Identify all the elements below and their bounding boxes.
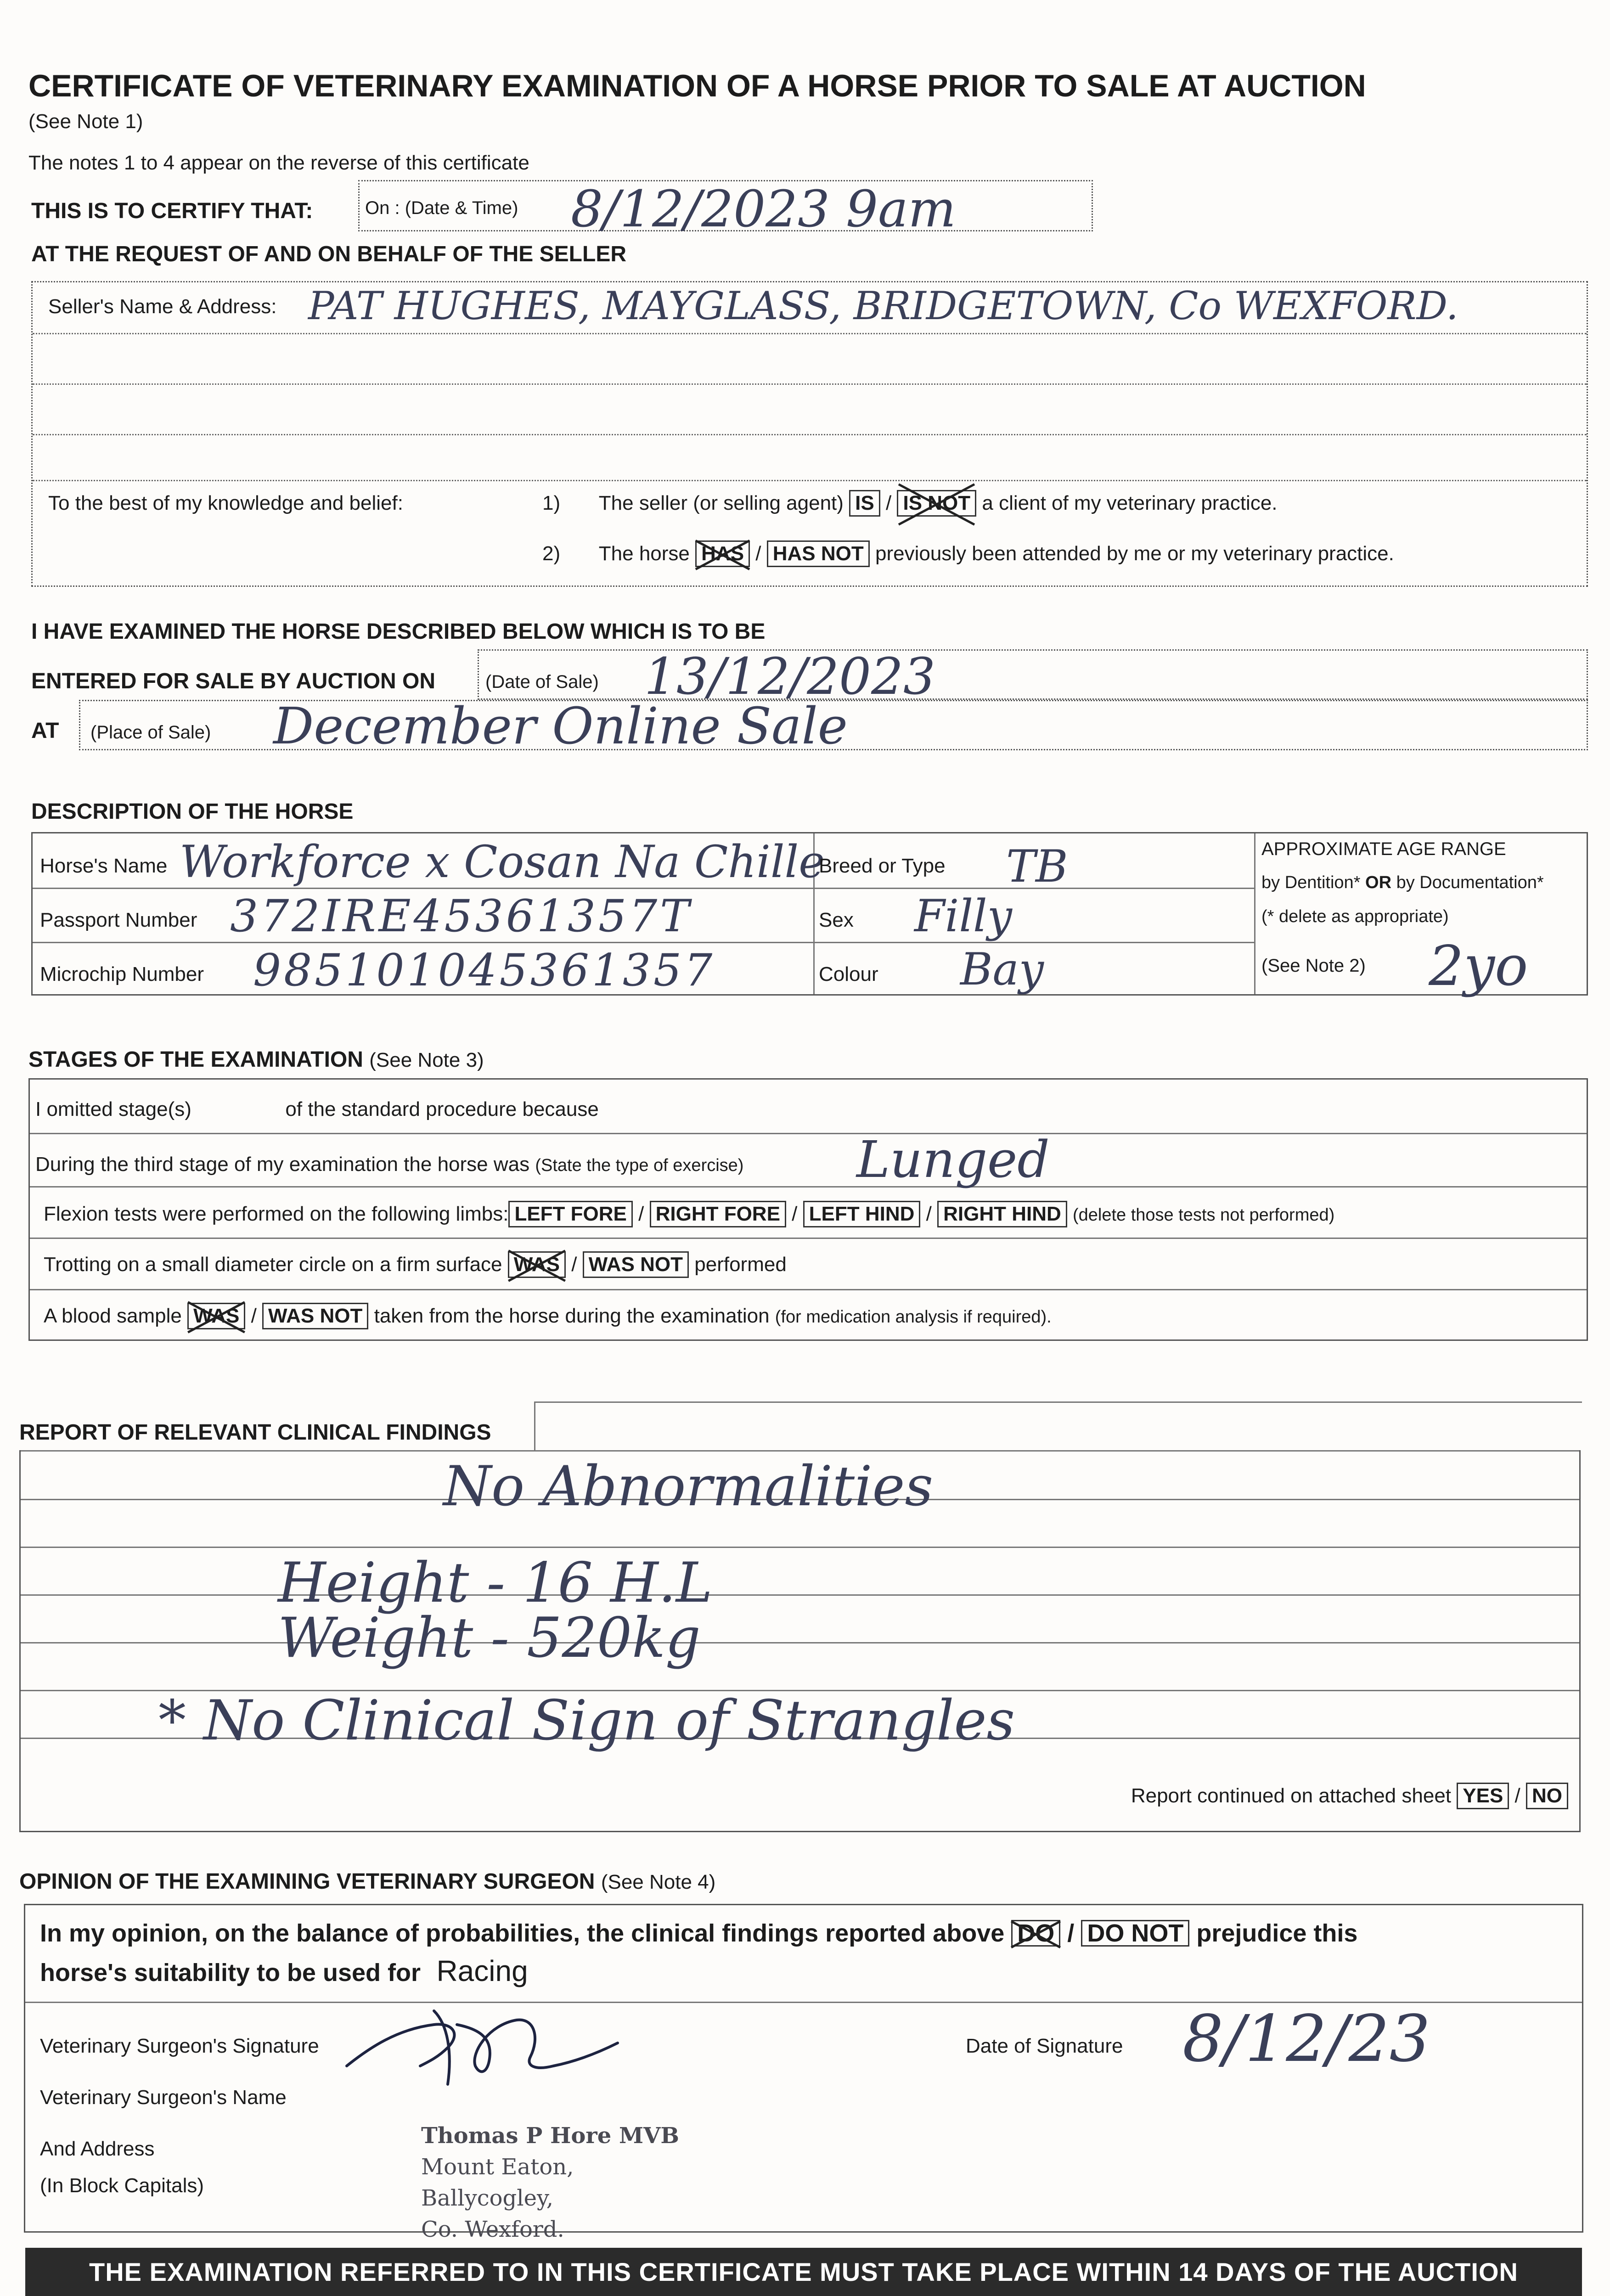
trotting-label: Trotting on a small diameter circle on a firm surface	[44, 1253, 502, 1276]
date-time-field[interactable]	[358, 180, 1093, 238]
is-not-option-struck[interactable]: IS NOT	[897, 490, 976, 517]
blood-was-option-struck[interactable]: WAS	[187, 1303, 245, 1329]
blood-label: A blood sample	[44, 1305, 182, 1327]
intended-use-value[interactable]: Racing	[436, 1954, 528, 1987]
age-by-dentition: by Dentition*	[1261, 873, 1361, 892]
finding-line-1: No Abnormalities	[443, 1455, 934, 1519]
finding-line-2: Height - 16 H.L	[278, 1551, 713, 1615]
third-stage-value[interactable]: Lunged	[856, 1130, 1050, 1189]
age-or: OR	[1365, 873, 1392, 892]
age-method	[1261, 873, 1544, 893]
age-heading: APPROXIMATE AGE RANGE	[1261, 839, 1506, 859]
stamp-line-2: Mount Eaton,	[421, 2154, 574, 2180]
signature-image	[342, 1997, 636, 2089]
age-see-note: (See Note 2)	[1261, 956, 1366, 976]
slash: /	[885, 492, 892, 514]
item2-text: The horse	[598, 542, 690, 565]
omitted-post: of the standard procedure because	[285, 1098, 599, 1120]
block-capitals-label: (In Block Capitals)	[40, 2174, 204, 2197]
vet-stamp	[421, 2120, 679, 2245]
left-fore-option[interactable]: LEFT FORE	[508, 1201, 632, 1227]
item2-number: 2)	[542, 542, 561, 565]
stamp-line-1: Thomas P Hore MVB	[421, 2123, 679, 2149]
sale-place-field[interactable]	[79, 697, 1588, 755]
do-option-struck[interactable]: DO	[1011, 1920, 1060, 1947]
findings-heading: REPORT OF RELEVANT CLINICAL FINDINGS	[19, 1420, 491, 1445]
findings-box[interactable]	[19, 1450, 1581, 1832]
slash: /	[792, 1203, 798, 1225]
certify-label: THIS IS TO CERTIFY THAT:	[31, 199, 313, 223]
trotting-post: performed	[694, 1253, 787, 1276]
stages-note: (See Note 3)	[369, 1049, 484, 1071]
opinion-text-post: prejudice this	[1196, 1919, 1358, 1947]
vet-name-label: Veterinary Surgeon's Name	[40, 2086, 287, 2109]
passport-label: Passport Number	[40, 909, 197, 931]
flexion-note: (delete those tests not performed)	[1072, 1205, 1335, 1225]
stages-heading	[28, 1047, 484, 1072]
stamp-line-3: Ballycogley,	[421, 2185, 553, 2211]
slash: /	[638, 1203, 644, 1225]
sale-place-value: December Online Sale	[273, 697, 848, 755]
has-option-struck[interactable]: HAS	[695, 540, 750, 567]
age-delete-note: (* delete as appropriate)	[1261, 907, 1449, 926]
age-value[interactable]: 2yo	[1429, 934, 1528, 998]
continued-no-option[interactable]: NO	[1526, 1783, 1568, 1809]
microchip-value[interactable]: 985101045361357	[253, 945, 715, 996]
examined-label: I HAVE EXAMINED THE HORSE DESCRIBED BELOW WHICH IS TO BE	[31, 619, 766, 644]
opinion-text-line-2	[40, 1954, 528, 1988]
address-label: And Address	[40, 2138, 155, 2160]
description-table	[31, 832, 1588, 996]
signature-label: Veterinary Surgeon's Signature	[40, 2035, 319, 2057]
third-stage-note: (State the type of exercise)	[535, 1156, 744, 1175]
item1-text: The seller (or selling agent)	[598, 492, 844, 514]
flexion-label: Flexion tests were performed on the following limbs:	[44, 1203, 509, 1225]
continued-row	[1131, 1783, 1568, 1809]
opinion-title: OPINION OF THE EXAMINING VETERINARY SURGEON	[19, 1869, 595, 1894]
slash: /	[1067, 1919, 1075, 1947]
continued-label: Report continued on attached sheet	[1131, 1784, 1452, 1807]
knowledge-label: To the best of my knowledge and belief:	[48, 492, 403, 514]
signature-date-label: Date of Signature	[966, 2035, 1123, 2057]
slash: /	[926, 1203, 932, 1225]
right-fore-option[interactable]: RIGHT FORE	[650, 1201, 786, 1227]
slash: /	[755, 542, 761, 565]
slash: /	[571, 1253, 577, 1276]
date-time-label: On : (Date & Time)	[365, 198, 518, 218]
blood-row	[44, 1303, 1052, 1329]
sex-value[interactable]: Filly	[914, 890, 1012, 942]
at-label: AT	[31, 719, 59, 743]
sale-date-field[interactable]	[478, 647, 1588, 706]
seller-value[interactable]: PAT HUGHES, MAYGLASS, BRIDGETOWN, Co WEXFORD.	[308, 283, 1458, 328]
colour-value[interactable]: Bay	[960, 944, 1044, 995]
seller-attended-statement	[542, 540, 1394, 567]
seller-box	[31, 281, 1588, 587]
entered-label: ENTERED FOR SALE BY AUCTION ON	[31, 669, 436, 693]
footer-banner: THE EXAMINATION REFERRED TO IN THIS CERTIFICATE MUST TAKE PLACE WITHIN 14 DAYS OF THE AUCTION	[25, 2248, 1582, 2296]
blood-was-not-option[interactable]: WAS NOT	[262, 1303, 368, 1329]
seller-client-statement	[542, 490, 1278, 517]
age-by-documentation: by Documentation*	[1396, 873, 1544, 892]
trotting-row	[44, 1251, 787, 1278]
sale-date-label: (Date of Sale)	[485, 672, 599, 692]
finding-line-3: Weight - 520kg	[278, 1606, 701, 1670]
signature-date-value[interactable]: 8/12/23	[1182, 2002, 1430, 2077]
breed-label: Breed or Type	[819, 855, 946, 877]
horse-name-label: Horse's Name	[40, 855, 168, 877]
microchip-label: Microchip Number	[40, 963, 204, 985]
breed-value[interactable]: TB	[1006, 841, 1068, 892]
third-stage-row	[35, 1153, 743, 1176]
has-not-option[interactable]: HAS NOT	[767, 540, 870, 567]
see-note-1: (See Note 1)	[28, 110, 143, 133]
description-heading: DESCRIPTION OF THE HORSE	[31, 799, 354, 824]
omitted-pre: I omitted stage(s)	[35, 1098, 191, 1120]
stages-title: STAGES OF THE EXAMINATION	[28, 1047, 363, 1072]
is-option[interactable]: IS	[849, 490, 880, 517]
passport-value[interactable]: 372IRE45361357T	[230, 890, 692, 942]
item1-number: 1)	[542, 492, 561, 514]
opinion-heading	[19, 1869, 715, 1894]
opinion-text-pre: In my opinion, on the balance of probabilities, the clinical findings reported above	[40, 1919, 1005, 1947]
sex-label: Sex	[819, 909, 854, 931]
request-label: AT THE REQUEST OF AND ON BEHALF OF THE SELLER	[31, 242, 626, 266]
sale-date-value: 13/12/2023	[644, 647, 936, 706]
notes-line: The notes 1 to 4 appear on the reverse of this certificate	[28, 152, 529, 174]
omitted-row	[35, 1098, 599, 1121]
date-time-value: 8/12/2023 9am	[571, 180, 956, 238]
slash: /	[251, 1305, 257, 1327]
item1-post: a client of my veterinary practice.	[982, 492, 1278, 514]
opinion-note: (See Note 4)	[601, 1871, 716, 1893]
opinion-box	[24, 1904, 1583, 2242]
sale-place-label: (Place of Sale)	[90, 722, 211, 743]
certificate-title: CERTIFICATE OF VETERINARY EXAMINATION OF A HORSE PRIOR TO SALE AT AUCTION	[28, 68, 1366, 103]
finding-line-4: * No Clinical Sign of Strangles	[158, 1689, 1015, 1753]
colour-label: Colour	[819, 963, 878, 985]
continued-yes-option[interactable]: YES	[1457, 1783, 1509, 1809]
blood-note: (for medication analysis if required).	[775, 1307, 1052, 1327]
item2-post: previously been attended by me or my veterinary practice.	[875, 542, 1394, 565]
do-not-option[interactable]: DO NOT	[1081, 1920, 1189, 1947]
blood-post: taken from the horse during the examination	[374, 1305, 770, 1327]
right-hind-option[interactable]: RIGHT HIND	[937, 1201, 1067, 1227]
third-stage-label: During the third stage of my examination the horse was	[35, 1153, 530, 1176]
opinion-text-line-1	[40, 1919, 1357, 1947]
seller-label: Seller's Name & Address:	[48, 295, 277, 318]
stamp-line-4: Co. Wexford.	[421, 2217, 564, 2242]
horse-name-value[interactable]: Workforce x Cosan Na Chille	[180, 836, 825, 888]
slash: /	[1514, 1784, 1520, 1807]
trotting-was-not-option[interactable]: WAS NOT	[583, 1251, 689, 1278]
opinion-text-line-2-label: horse's suitability to be used for	[40, 1959, 421, 1986]
stages-table	[28, 1078, 1588, 1341]
left-hind-option[interactable]: LEFT HIND	[803, 1201, 921, 1227]
trotting-was-option-struck[interactable]: WAS	[508, 1251, 566, 1278]
flexion-row	[44, 1201, 1334, 1227]
